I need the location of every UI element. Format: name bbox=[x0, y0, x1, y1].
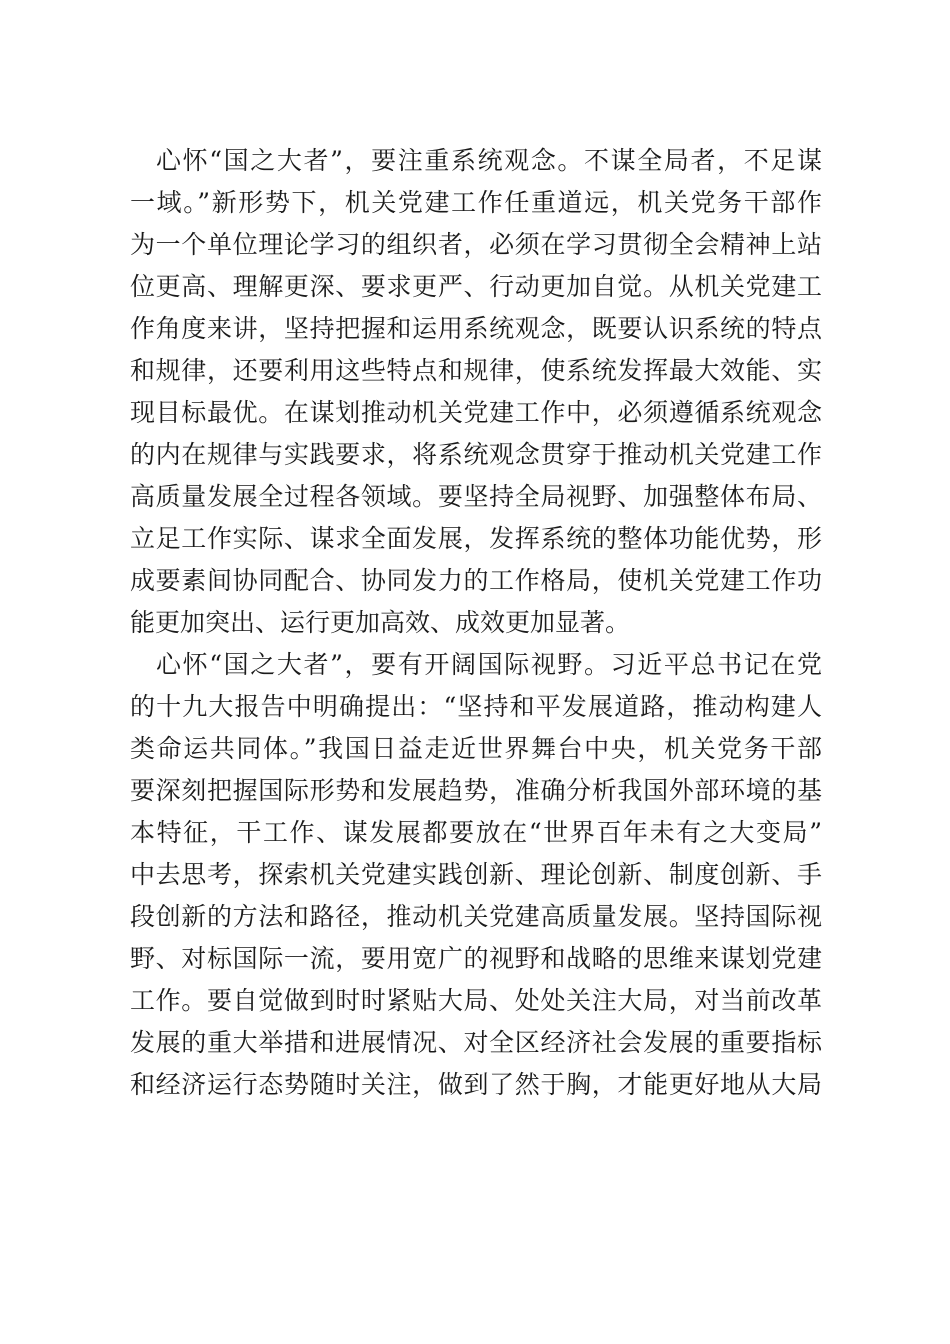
text-line: 作角度来讲，坚持把握和运用系统观念，既要认识系统的特点 bbox=[130, 314, 822, 343]
text-line: 能更加突出、运行更加高效、成效更加显著。 bbox=[130, 608, 631, 637]
text-line: 的内在规律与实践要求，将系统观念贯穿于推动机关党建工作 bbox=[130, 440, 822, 469]
paragraph-system-concept bbox=[130, 140, 822, 644]
text-line: 位更高、理解更深、要求更严、行动更加自觉。从机关党建工 bbox=[130, 272, 822, 301]
text-line: 高质量发展全过程各领域。要坚持全局视野、加强整体布局、 bbox=[130, 482, 822, 511]
text-line: 段创新的方法和路径，推动机关党建高质量发展。坚持国际视 bbox=[130, 902, 822, 931]
text-line: 要深刻把握国际形势和发展趋势，准确分析我国外部环境的基 bbox=[130, 776, 822, 805]
text-line: 中去思考，探索机关党建实践创新、理论创新、制度创新、手 bbox=[130, 860, 822, 889]
text-line: 心怀“国之大者”，要有开阔国际视野。习近平总书记在党 bbox=[156, 650, 822, 679]
text-line: 和经济运行态势随时关注，做到了然于胸，才能更好地从大局 bbox=[130, 1070, 822, 1099]
text-line: 心怀“国之大者”，要注重系统观念。不谋全局者，不足谋 bbox=[156, 146, 822, 175]
text-line: 为一个单位理论学习的组织者，必须在学习贯彻全会精神上站 bbox=[130, 230, 822, 259]
text-line: 野、对标国际一流，要用宽广的视野和战略的思维来谋划党建 bbox=[130, 944, 822, 973]
text-line: 现目标最优。在谋划推动机关党建工作中，必须遵循系统观念 bbox=[130, 398, 822, 427]
text-line: 的十九大报告中明确提出：“坚持和平发展道路，推动构建人 bbox=[130, 692, 822, 721]
text-line: 成要素间协同配合、协同发力的工作格局，使机关党建工作功 bbox=[130, 566, 822, 595]
body-text bbox=[130, 140, 822, 1106]
text-line: 和规律，还要利用这些特点和规律，使系统发挥最大效能、实 bbox=[130, 356, 822, 385]
text-line: 立足工作实际、谋求全面发展，发挥系统的整体功能优势，形 bbox=[130, 524, 822, 553]
text-line: 类命运共同体。”我国日益走近世界舞台中央，机关党务干部 bbox=[130, 734, 822, 763]
paragraph-international-vision bbox=[130, 644, 822, 1106]
text-line: 本特征，干工作、谋发展都要放在“世界百年未有之大变局” bbox=[130, 818, 822, 847]
text-line: 发展的重大举措和进展情况、对全区经济社会发展的重要指标 bbox=[130, 1028, 822, 1057]
text-line: 工作。要自觉做到时时紧贴大局、处处关注大局，对当前改革 bbox=[130, 986, 822, 1015]
text-line: 一域。”新形势下，机关党建工作任重道远，机关党务干部作 bbox=[130, 188, 822, 217]
